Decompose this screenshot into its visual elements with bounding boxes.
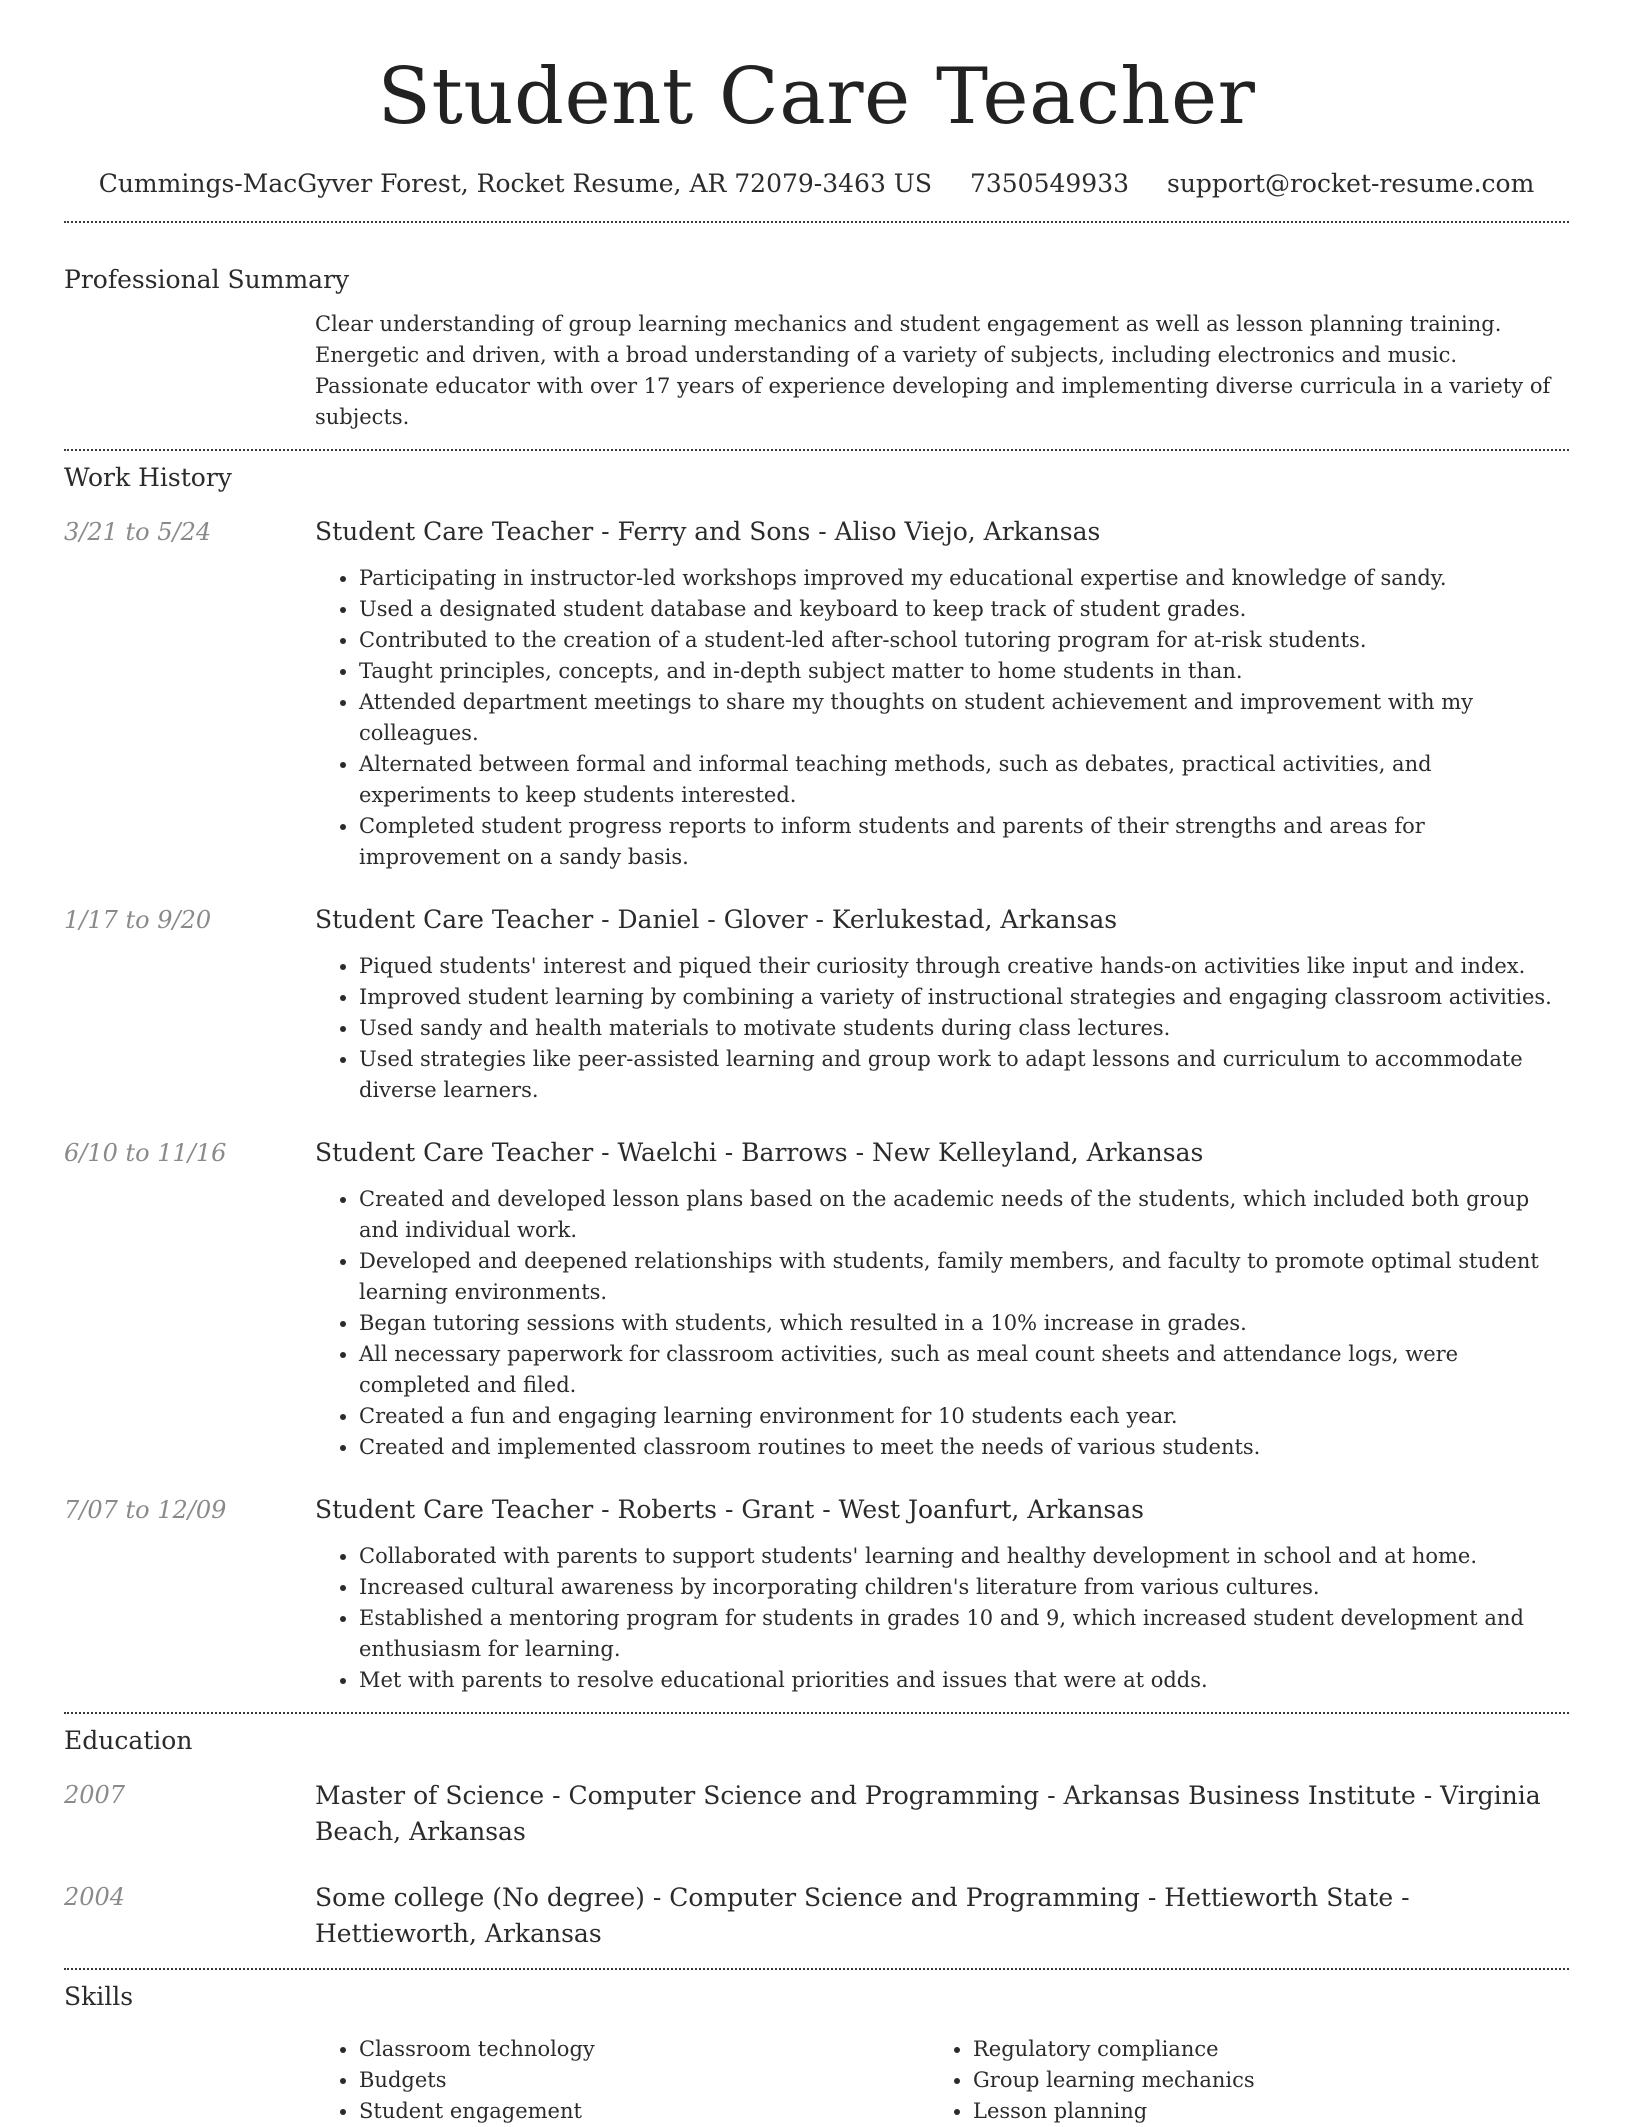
education-entry	[64, 1880, 1569, 1952]
job-body	[315, 515, 1569, 873]
list-item: • Used sandy and health materials to motivate students during class lectures.	[359, 1013, 1569, 1044]
education-section	[64, 1724, 1569, 1952]
job-body	[315, 1493, 1569, 1696]
job-entry	[64, 1136, 1569, 1463]
job-dates: 3/21 to 5/24	[64, 518, 212, 546]
list-item: • Met with parents to resolve educational priorities and issues that were at odds.	[359, 1665, 1569, 1696]
list-item: • Regulatory compliance	[973, 2034, 1543, 2065]
job-entry	[64, 1493, 1569, 1696]
job-entry	[64, 903, 1569, 1106]
job-bullets	[315, 563, 1569, 873]
list-item: • Created and developed lesson plans based on the academic needs of the students, which included both group and individual work.	[359, 1184, 1569, 1246]
list-item: • Used strategies like peer-assisted learning and group work to adapt lessons and curriculum to accommodate diverse learners.	[359, 1044, 1569, 1106]
job-bullets	[315, 951, 1569, 1106]
skills-grid	[315, 2034, 1569, 2127]
divider	[64, 221, 1569, 223]
list-item: • Improved student learning by combining a variety of instructional strategies and engaging classroom activities.	[359, 982, 1569, 1013]
section-title-skills: Skills	[64, 1982, 134, 2011]
section-title-education: Education	[64, 1726, 193, 1755]
contact-phone: 7350549933	[969, 169, 1130, 198]
section-title-summary: Professional Summary	[64, 265, 350, 294]
contact-address: Cummings-MacGyver Forest, Rocket Resume, AR 72079-3463 US	[98, 169, 933, 198]
job-dates: 1/17 to 9/20	[64, 906, 212, 934]
list-item: • Used a designated student database and keyboard to keep track of student grades.	[359, 594, 1569, 625]
summary-spacer	[64, 309, 315, 433]
section-title-work: Work History	[64, 463, 232, 492]
list-item: • Alternated between formal and informal teaching methods, such as debates, practical activities, and experiments to keep students interested.	[359, 749, 1569, 811]
skills-column-right	[929, 2034, 1543, 2127]
summary-text: Clear understanding of group learning mechanics and student engagement as well as lesson planning training. Energetic and driven, with a broad understanding of a variety of subjects, including electronics and music. Passionate educator with over 17 years of experience developing and implementing diverse curricula in a variety of subjects.	[315, 312, 1551, 429]
list-item: • Increased cultural awareness by incorporating children's literature from various cultures.	[359, 1572, 1569, 1603]
divider	[64, 449, 1569, 451]
summary-body	[315, 309, 1569, 433]
contact-email: support@rocket-resume.com	[1166, 169, 1535, 198]
divider	[64, 1712, 1569, 1714]
list-item: • Lesson planning	[973, 2096, 1543, 2127]
education-heading: Some college (No degree) - Computer Science and Programming - Hettieworth State - Hettieworth, Arkansas	[315, 1883, 1410, 1948]
skills-row	[64, 2034, 1569, 2127]
job-bullets	[315, 1541, 1569, 1696]
education-heading: Master of Science - Computer Science and Programming - Arkansas Business Institute - Virginia Beach, Arkansas	[315, 1781, 1541, 1846]
job-dates: 7/07 to 12/09	[64, 1496, 227, 1524]
education-year: 2007	[64, 1781, 126, 1809]
skills-section	[64, 1980, 1569, 2127]
list-item: • Developed and deepened relationships with students, family members, and faculty to promote optimal student learning environments.	[359, 1246, 1569, 1308]
job-bullets	[315, 1184, 1569, 1463]
list-item: • Taught principles, concepts, and in-depth subject matter to home students in than.	[359, 656, 1569, 687]
job-body	[315, 1136, 1569, 1463]
list-item: • Participating in instructor-led workshops improved my educational expertise and knowledge of sandy.	[359, 563, 1569, 594]
summary-row	[64, 309, 1569, 433]
job-body	[315, 903, 1569, 1106]
resume-page	[64, 0, 1569, 2127]
education-body	[315, 1880, 1569, 1952]
list-item: • Collaborated with parents to support students' learning and healthy development in school and at home.	[359, 1541, 1569, 1572]
list-item: • Budgets	[359, 2065, 929, 2096]
list-item: • Created a fun and engaging learning environment for 10 students each year.	[359, 1401, 1569, 1432]
list-item: • Completed student progress reports to inform students and parents of their strengths and areas for improvement on a sandy basis.	[359, 811, 1569, 873]
education-body	[315, 1778, 1569, 1850]
skills-column-left	[315, 2034, 929, 2127]
list-item: • Group learning mechanics	[973, 2065, 1543, 2096]
job-entry	[64, 515, 1569, 873]
work-section	[64, 461, 1569, 1696]
job-heading: Student Care Teacher - Roberts - Grant - West Joanfurt, Arkansas	[315, 1495, 1144, 1524]
job-heading: Student Care Teacher - Waelchi - Barrows - New Kelleyland, Arkansas	[315, 1138, 1204, 1167]
summary-section	[64, 263, 1569, 433]
list-item: • Contributed to the creation of a student-led after-school tutoring program for at-risk students.	[359, 625, 1569, 656]
job-heading: Student Care Teacher - Daniel - Glover - Kerlukestad, Arkansas	[315, 905, 1118, 934]
candidate-name: Student Care Teacher	[377, 52, 1256, 142]
job-heading: Student Care Teacher - Ferry and Sons - Aliso Viejo, Arkansas	[315, 517, 1101, 546]
education-entry	[64, 1778, 1569, 1850]
education-year: 2004	[64, 1883, 126, 1911]
list-item: • Began tutoring sessions with students, which resulted in a 10% increase in grades.	[359, 1308, 1569, 1339]
list-item: • Established a mentoring program for students in grades 10 and 9, which increased student development and enthusiasm for learning.	[359, 1603, 1569, 1665]
list-item: • Attended department meetings to share my thoughts on student achievement and improvement with my colleagues.	[359, 687, 1569, 749]
job-dates: 6/10 to 11/16	[64, 1139, 227, 1167]
divider	[64, 1968, 1569, 1970]
list-item: • Classroom technology	[359, 2034, 929, 2065]
list-item: • All necessary paperwork for classroom activities, such as meal count sheets and attendance logs, were completed and filed.	[359, 1339, 1569, 1401]
list-item: • Created and implemented classroom routines to meet the needs of various students.	[359, 1432, 1569, 1463]
list-item: • Student engagement	[359, 2096, 929, 2127]
list-item: • Piqued students' interest and piqued their curiosity through creative hands-on activities like input and index.	[359, 951, 1569, 982]
contact-line	[64, 166, 1569, 202]
skills-spacer	[64, 2034, 315, 2127]
